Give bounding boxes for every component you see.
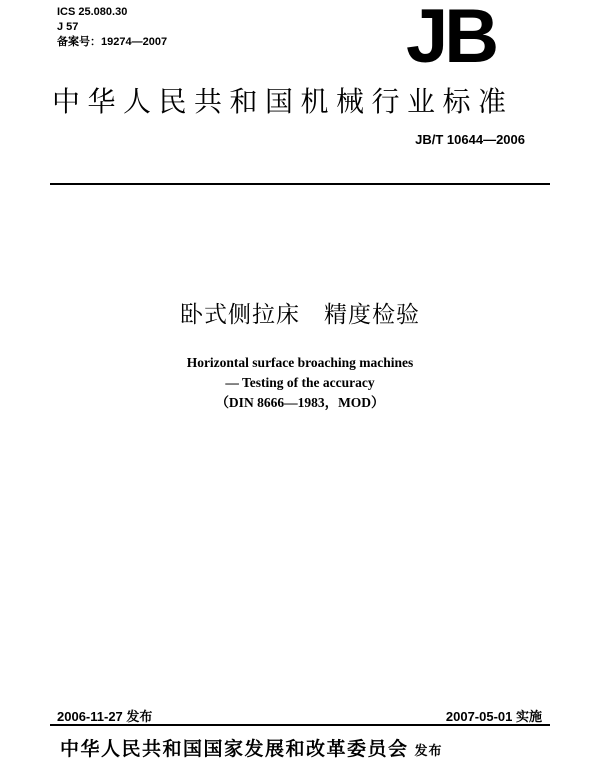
implementation-date: 2007-05-01 实施 [445, 709, 542, 724]
category-code: J 57 [57, 21, 79, 33]
publisher-line [60, 738, 443, 763]
issue-date: 2006-11-27 发布 [57, 709, 153, 724]
filing-number: 备案号：19274—2007 [57, 36, 168, 48]
document-title-english-line1: Horizontal surface broaching machines [186, 355, 414, 370]
document-title-english-line2: — Testing of the accuracy [225, 375, 375, 390]
document-title-english-line3: （DIN 8666—1983，MOD） [215, 395, 385, 410]
bottom-divider [50, 724, 550, 726]
publisher-name: 中华人民共和国国家发展和改革委员会 [60, 738, 409, 760]
publish-label: 发布 [414, 744, 443, 759]
top-divider [50, 183, 550, 185]
document-title-chinese: 卧式侧拉床 精度检验 [180, 302, 420, 328]
jb-logo: JB [406, 6, 496, 68]
standard-code: JB/T 10644—2006 [415, 132, 525, 147]
standard-type-title: 中华人民共和国机械行业标准 [52, 85, 514, 118]
ics-code: ICS 25.080.30 [57, 6, 128, 18]
